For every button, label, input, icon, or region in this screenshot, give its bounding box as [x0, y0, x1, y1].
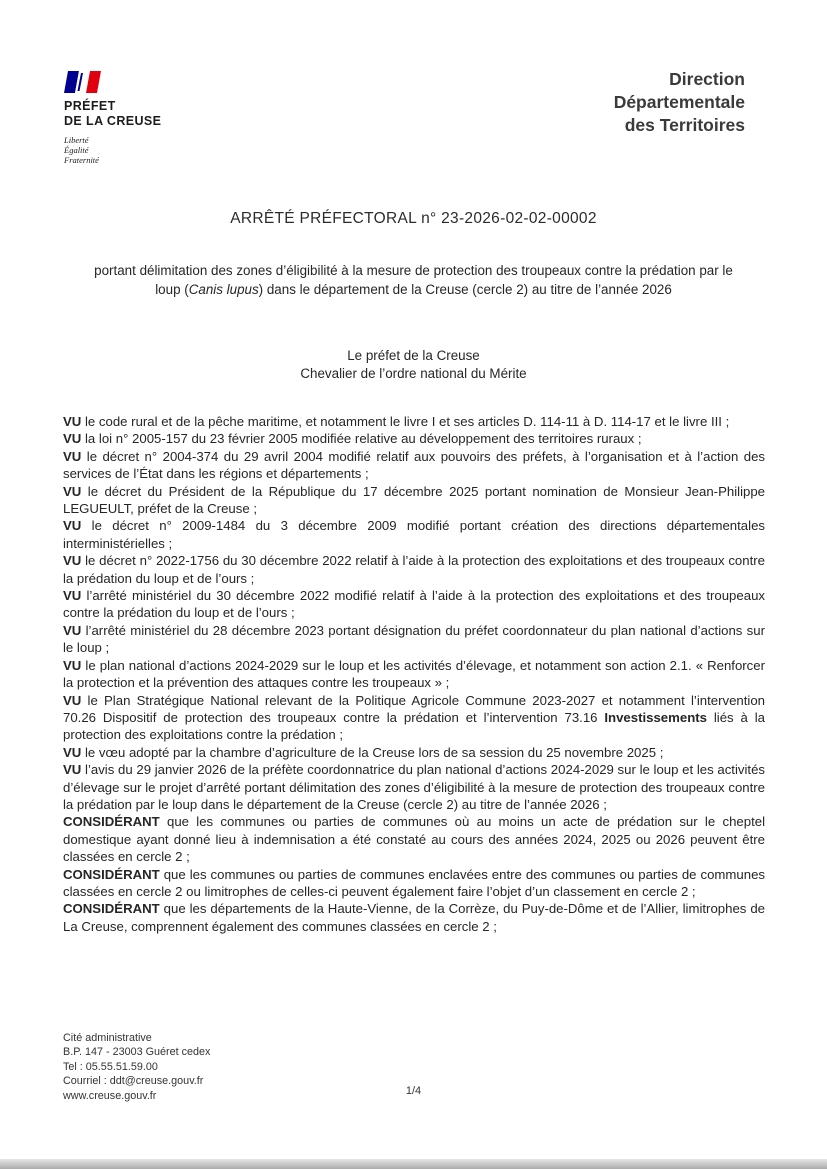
document-subtitle: portant délimitation des zones d’éligibilité à la mesure de protection des troupeaux contre la prédation par le loup (Canis lupus) dans le département de la Creuse (cercle 2) au titre de l’année 2026 — [94, 263, 733, 297]
paragraph: VU le vœu adopté par la chambre d’agriculture de la Creuse lors de sa session du 25 novembre 2025 ; — [63, 744, 664, 760]
direction-line2: Départementale — [613, 92, 745, 112]
salutation-line1: Le préfet de la Creuse — [347, 348, 480, 363]
paragraph: VU le décret du Président de la République du 17 décembre 2025 portant nomination de Monsieur Jean-Philippe LEGUEULT, préfet de la Creuse ; — [63, 483, 765, 517]
paragraph: CONSIDÉRANT que les communes ou parties de communes où au moins un acte de prédation sur le cheptel domestique ayant donné lieu à indemnisation a été constaté au cours des années 2024, 2025 ou 2026 peuvent être classées en cercle 2 ; — [63, 814, 765, 865]
page-number: 1/4 — [405, 1085, 422, 1097]
paragraph: VU le code rural et de la pêche maritime, et notamment le livre I et ses articles D. 114-11 à D. 114-17 et le livre III ; — [63, 414, 730, 429]
body-paragraphs — [63, 413, 765, 935]
paragraph: VU le plan national d’actions 2024-2029 sur le loup et les activités d’élevage, et notamment son action 2.1. « Renforcer la protection et la prévention des attaques contre les troupeaux » ; — [63, 657, 765, 691]
direction-title — [614, 68, 745, 137]
footer-line-website: www.creuse.gouv.fr — [63, 1089, 157, 1102]
paragraph: VU le décret n° 2004-374 du 29 avril 2004 modifié relatif aux pouvoirs des préfets, à l’organisation et à l’action des services de l’État dans les régions et départements ; — [63, 448, 765, 482]
footer-line-email: Courriel : ddt@creuse.gouv.fr — [63, 1075, 204, 1088]
salutation — [0, 347, 827, 383]
prefecture-logo — [64, 70, 161, 165]
footer-line-phone: Tel : 05.55.51.59.00 — [63, 1060, 158, 1073]
republic-motto — [64, 135, 161, 165]
motto-fraternite: Fraternité — [64, 155, 99, 165]
motto-egalite: Égalité — [64, 145, 89, 155]
salutation-line2: Chevalier de l’ordre national du Mérite — [300, 366, 527, 381]
prefecture-name-line1: PRÉFET — [64, 99, 116, 113]
paragraph: VU l’arrêté ministériel du 28 décembre 2023 portant désignation du préfet coordonnateur du plan national d’actions sur le loup ; — [63, 622, 765, 656]
french-flag-icon — [64, 70, 104, 94]
paragraph: VU l’avis du 29 janvier 2026 de la préfète coordonnatrice du plan national d’actions 2024-2029 sur le loup et les activités d’élevage sur le projet d’arrêté portant délimitation des zones d’éligibilité à la mesure de protection des troupeaux contre la prédation par le loup dans le département de la Creuse (cercle 2) au titre de l’année 2026 ; — [63, 762, 765, 812]
paragraph: VU la loi n° 2005-157 du 23 février 2005 modifiée relative au développement des territoires ruraux ; — [63, 431, 642, 447]
paragraph: VU le Plan Stratégique National relevant de la Politique Agricole Commune 2023-2027 et notamment l’intervention 70.26 Dispositif de protection des troupeaux contre la prédation et l’intervention 73.16 Investissements liés à la protection des exploitations contre la prédation ; — [63, 692, 765, 743]
prefecture-name-line2: DE LA CREUSE — [64, 114, 162, 128]
footer-line-administrative: Cité administrative — [63, 1032, 152, 1044]
paragraph: VU le décret n° 2022-1756 du 30 décembre 2022 relatif à l’aide à la protection des exploitations et des troupeaux contre la prédation du loup et de l’ours ; — [63, 553, 765, 586]
paragraph: VU le décret n° 2009-1484 du 3 décembre 2009 modifié portant création des directions départementales interministérielles ; — [63, 518, 765, 551]
footer-line-postal: B.P. 147 - 23003 Guéret cedex — [63, 1046, 211, 1059]
paragraph: VU l’arrêté ministériel du 30 décembre 2022 modifié relatif à l’aide à la protection des exploitations et des troupeaux contre la prédation du loup et de l’ours ; — [63, 588, 765, 621]
paragraph: CONSIDÉRANT que les départements de la Haute-Vienne, de la Corrèze, du Puy-de-Dôme et de l’Allier, limitrophes de La Creuse, comprennent également des communes classées en cercle 2 ; — [63, 901, 765, 934]
scan-bottom-edge — [0, 1159, 827, 1169]
motto-liberte: Liberté — [64, 135, 89, 145]
paragraph: CONSIDÉRANT que les communes ou parties de communes enclavées entre des communes ou parties de communes classées en cercle 2 ou limitrophes de celles-ci peuvent également faire l’objet d’un classement en cercle 2 ; — [63, 866, 765, 899]
direction-line1: Direction — [669, 69, 745, 89]
document-title: ARRÊTÉ PRÉFECTORAL n° 23-2026-02-02-00002 — [230, 210, 597, 227]
direction-line3: des Territoires — [624, 115, 745, 135]
